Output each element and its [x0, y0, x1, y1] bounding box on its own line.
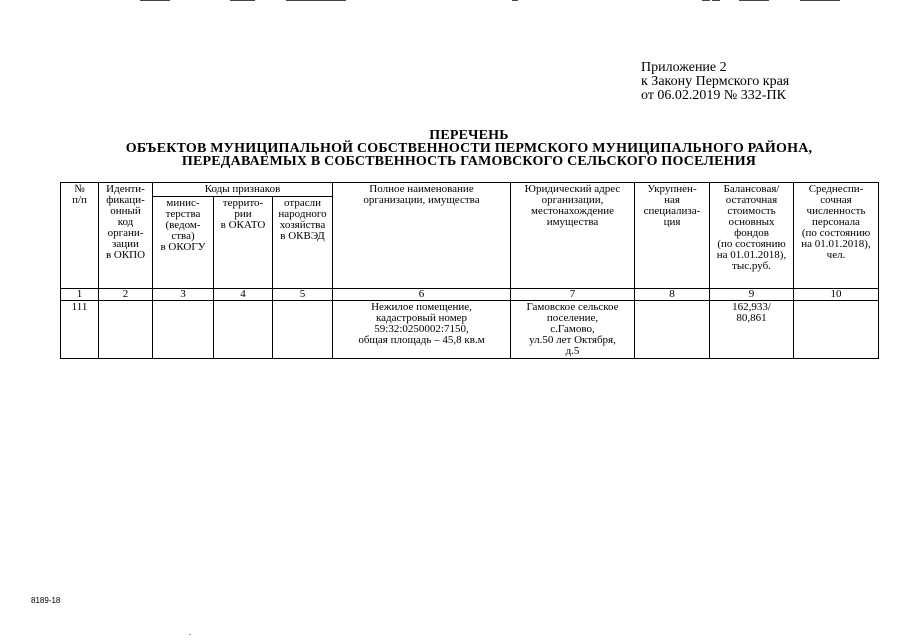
cell-okogu [153, 301, 214, 359]
title-line-3: ПЕРЕДАВАЕМЫХ В СОБСТВЕННОСТЬ ГАМОВСКОГО СЕЛЬСКОГО ПОСЕЛЕНИЯ [181, 154, 757, 169]
document-title [60, 129, 878, 168]
header-num: № п/п [61, 183, 99, 289]
title-line-1: ПЕРЕЧЕНЬ [429, 128, 509, 143]
column-number: 2 [99, 289, 153, 301]
column-number: 6 [333, 289, 511, 301]
header-balance: Балансовая/ остаточная стоимость основных фондов (по состоянию на 01.01.2018), тыс.руб. [710, 183, 794, 289]
cell-num: 111 [61, 301, 99, 359]
cell-specialization [635, 301, 710, 359]
cell-address: Гамовское сельское поселение, с.Гамово, ул.50 лет Октября, д.5 [511, 301, 635, 359]
column-number: 1 [61, 289, 99, 301]
header-okogu: минис- терства (ведом- ства) в ОКОГУ [153, 197, 214, 289]
header-okpo: Иденти- фикаци- онный код органи- зации в ОКПО [99, 183, 153, 289]
column-number: 5 [273, 289, 333, 301]
scan-top-marks [0, 0, 905, 4]
header-address: Юридический адрес организации, местонахождение имущества [511, 183, 635, 289]
cell-balance: 162,933/ 80,861 [710, 301, 794, 359]
appendix-reference [641, 61, 789, 103]
header-row [61, 183, 879, 197]
column-number: 7 [511, 289, 635, 301]
cell-okpo [99, 301, 153, 359]
header-staff: Среднеспи- сочная численность персонала (по состоянию на 01.01.2018), чел. [794, 183, 879, 289]
title-line-2: ОБЪЕКТОВ МУНИЦИПАЛЬНОЙ СОБСТВЕННОСТИ ПЕРМСКОГО МУНИЦИПАЛЬНОГО РАЙОНА, [125, 141, 813, 156]
appendix-line-3: от 06.02.2019 № 332-ПК [641, 88, 786, 103]
cell-okato [214, 301, 273, 359]
property-registry-table [60, 182, 879, 359]
table-row [61, 301, 879, 359]
column-number: 9 [710, 289, 794, 301]
cell-name: Нежилое помещение, кадастровый номер 59:32:0250002:7150, общая площадь – 45,8 кв.м [333, 301, 511, 359]
appendix-line-1: Приложение 2 [641, 60, 727, 75]
header-specialization: Укрупнен- ная специализа- ция [635, 183, 710, 289]
header-okato: террито- рии в ОКАТО [214, 197, 273, 289]
header-codes-group: Коды признаков [153, 183, 333, 197]
appendix-line-2: к Закону Пермского края [641, 74, 790, 89]
column-number-row [61, 289, 879, 301]
cell-okved [273, 301, 333, 359]
column-number: 4 [214, 289, 273, 301]
document-code: 8189-18 [31, 596, 61, 605]
column-number: 10 [794, 289, 879, 301]
column-number: 8 [635, 289, 710, 301]
cell-staff [794, 301, 879, 359]
column-number: 3 [153, 289, 214, 301]
scan-artifact [189, 634, 191, 635]
header-okved: отрасли народного хозяйства в ОКВЭД [273, 197, 333, 289]
header-name: Полное наименование организации, имущества [333, 183, 511, 289]
